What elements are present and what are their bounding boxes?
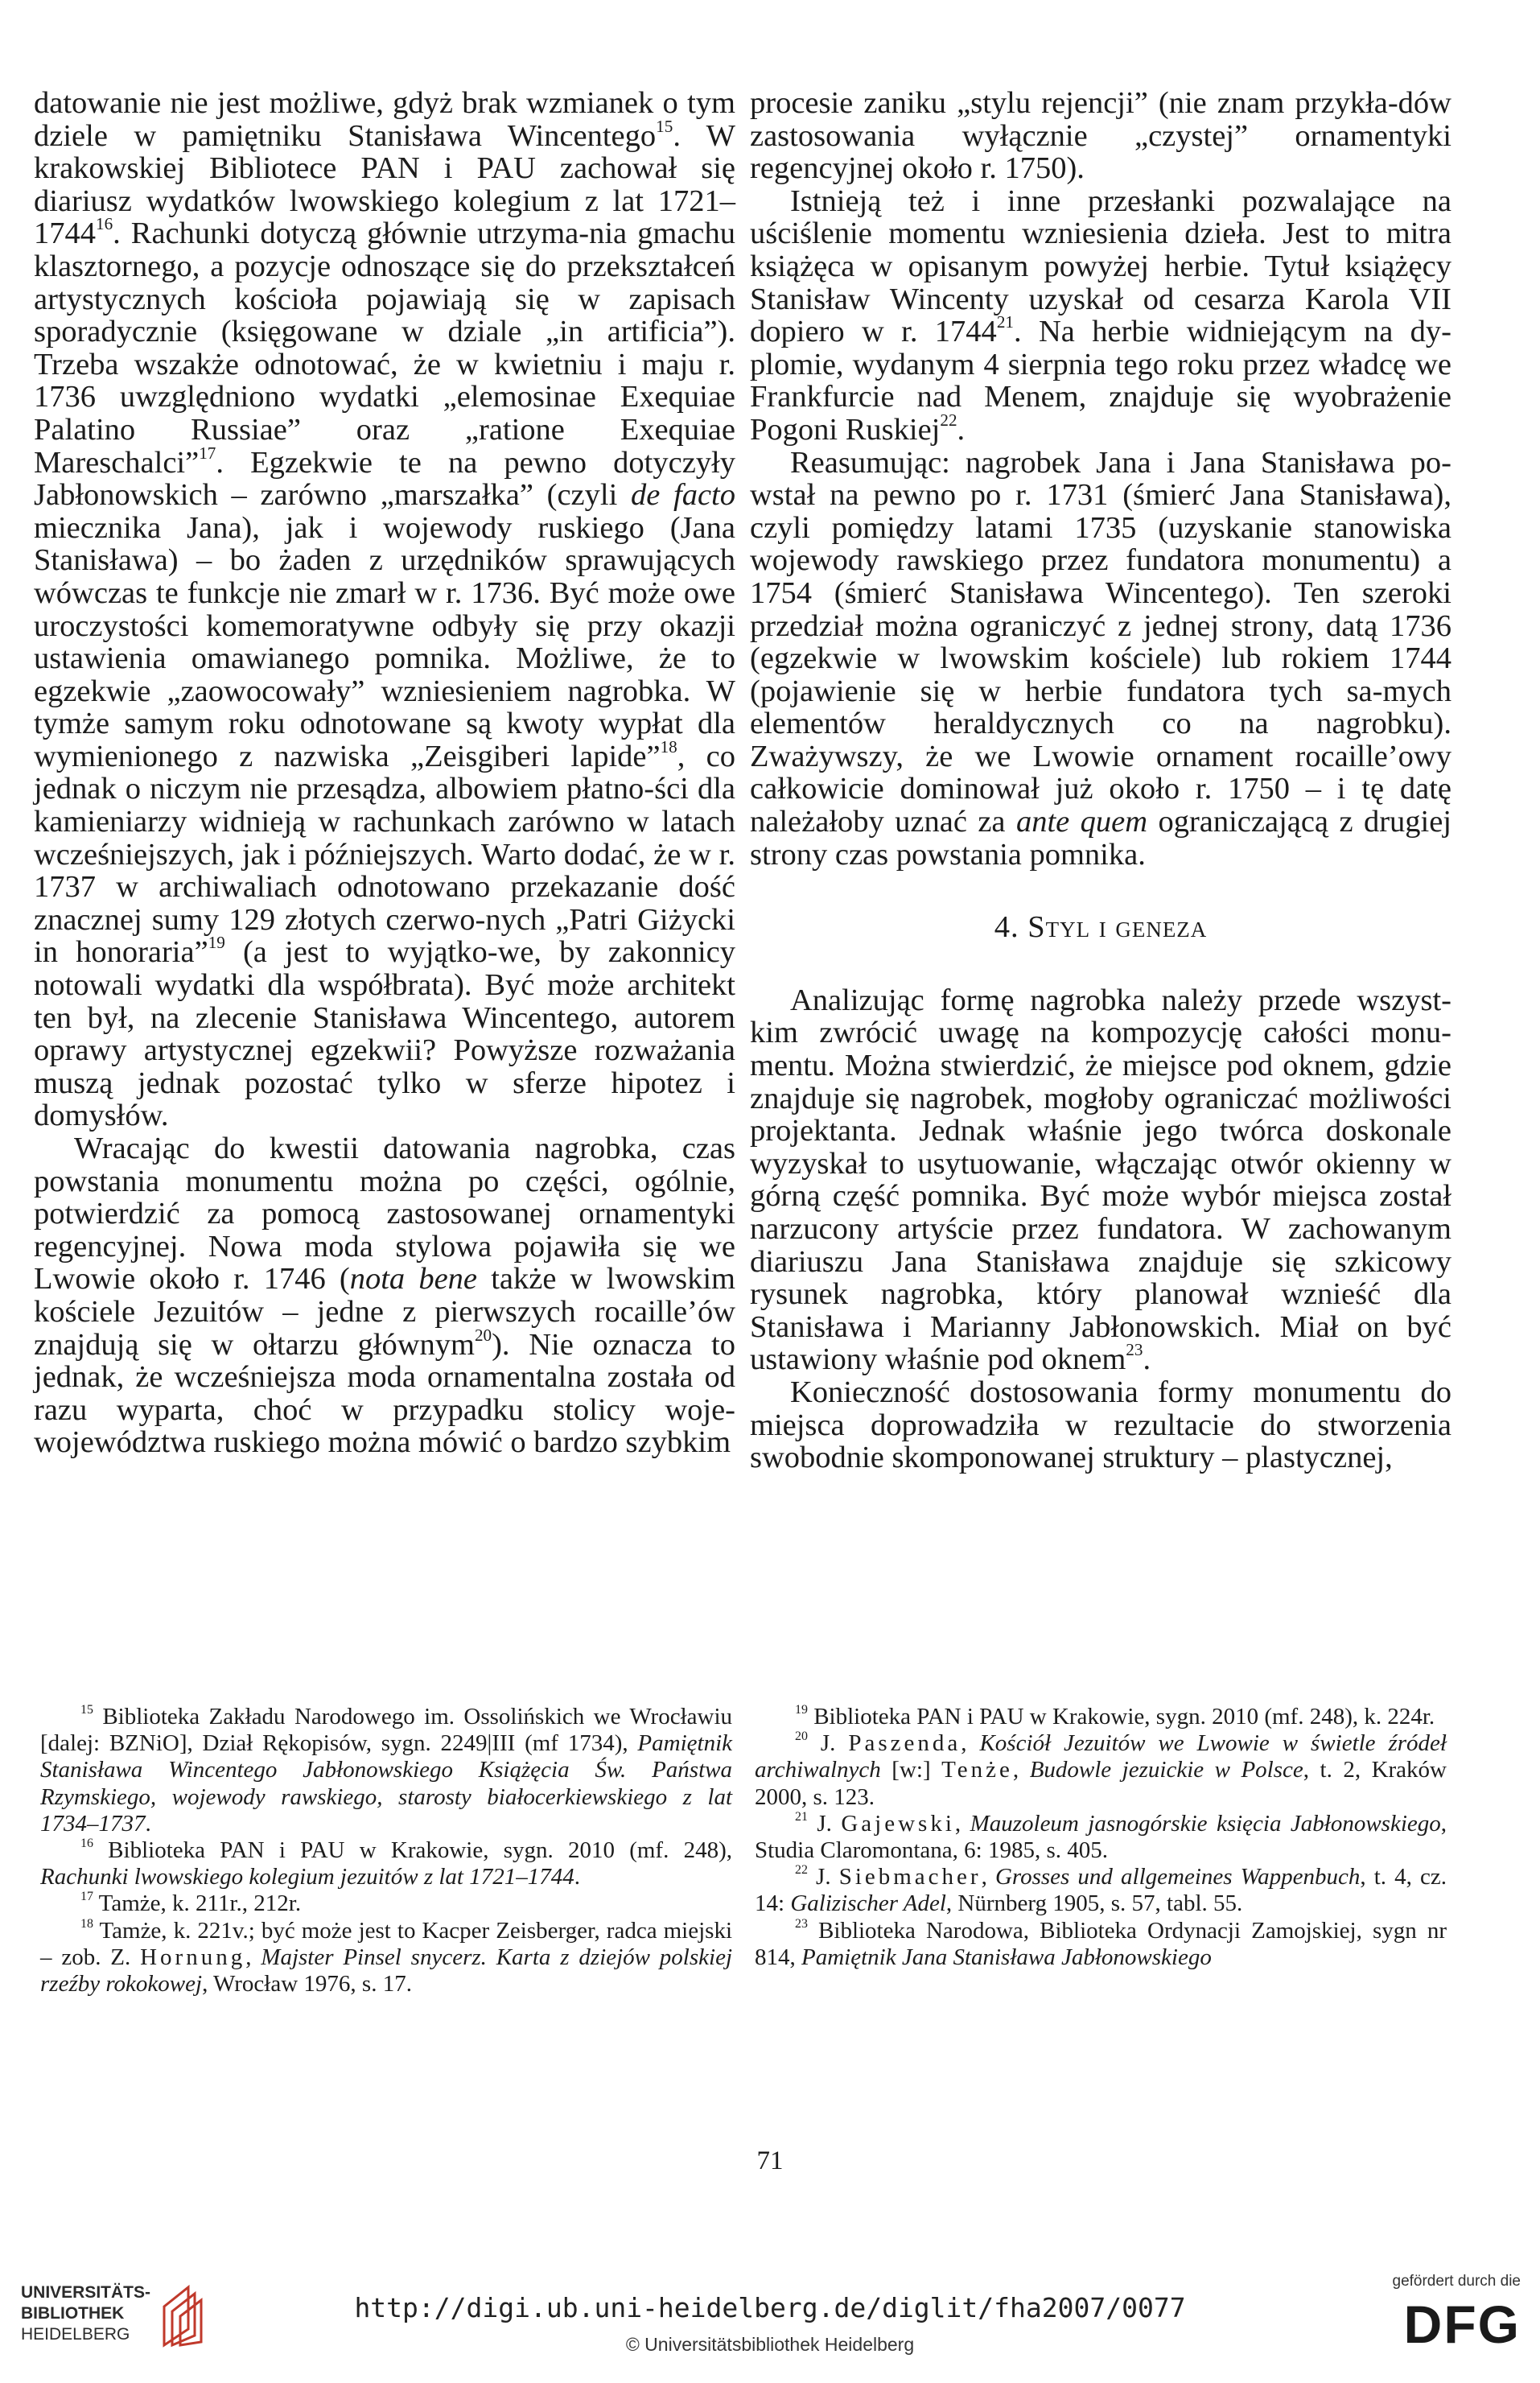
- copyright-notice: © Universitätsbibliothek Heidelberg: [625, 2334, 915, 2355]
- paragraph: procesie zaniku „stylu rejencji” (nie znam przykła-dów zastosowania wyłącznie „czystej” ornamentyki regencyjnej około r. 1750).: [750, 86, 1451, 186]
- paragraph: datowanie nie jest możliwe, gdyż brak wzmianek o tym dziele w pamiętniku Stanisława Wincentego$^{15}$. W krakowskiej Bibliotece PAN i PAU zachował się diariusz wydatków lwowskiego kolegium z lat 1721–1744$^{16}$. Rachunki dotyczą głównie utrzyma-nia gmachu klasztornego, a pozycje odnoszące się do przekształceń artystycznych kościoła pojawiają się w zapisach sporadycznie (księgowane w dziale „in artificia”). Trzeba wszakże odnotować, że w kwietniu i maju r. 1736 uwzględniono wydatki „elemosinae Exequiae Palatino Russiae” oraz „ratione Exequiae Mareschalci”$^{17}$. Egzekwie te na pewno dotyczyły Jabłonowskich – zarówno „marszałka” (czyli de facto miecznika Jana), jak i wojewody ruskiego (Jana Stanisława) – bo żaden z urzędników sprawujących wówczas te funkcje nie zmarł w r. 1736. Być może owe uroczystości komemoratywne odbyły się przy okazji ustawienia omawianego pomnika. Możliwe, że to egzekwie „zaowocowały” wzniesieniem nagrobka. W tymże samym roku odnotowane są kwoty wypłat dla wymienionego z nazwiska „Zeisgiberi lapide”$^{18}$, co jednak o niczym nie przesądza, albowiem płatno-ści dla kamieniarzy widnieją w rachunkach zarówno w latach wcześniejszych, jak i późniejszych. Warto dodać, że w r. 1737 w archiwaliach odnotowano przekazanie dość znacznej sumy 129 złotych czerwo-nych „Patri Giżycki in honoraria”$^{19}$ (a jest to wyjątko-we, by zakonnicy notowali wydatki dla współbrata). Być może architekt ten był, na zlecenie Stanisława Wincentego, autorem oprawy artystycznej egzekwii? Powyższe rozważania muszą jednak pozostać tylko w sferze hipotez i domysłów.: [34, 86, 735, 1133]
- right-column: [750, 87, 1451, 1474]
- footnotes-right: [755, 1704, 1447, 1971]
- library-name: UNIVERSITÄTS- BIBLIOTHEK HEIDELBERG: [21, 2283, 151, 2344]
- dfg-logo[interactable]: [1368, 2273, 1521, 2361]
- source-url-link[interactable]: http://digi.ub.uni-heidelberg.de/diglit/fha2007/0077: [354, 2292, 1186, 2323]
- footnote-ref[interactable]: 18: [660, 736, 677, 757]
- footnote: $^{23}$ Biblioteka Narodowa, Biblioteka Ordynacji Zamojskiej, sygn nr 814, Pamiętnik Jana Stanisława Jabłonowskiego: [755, 1916, 1447, 1970]
- footnote: $^{20}$ J. Paszenda, Kościół Jezuitów we Lwowie w świetle źródeł archiwalnych [w:] Tenże, Budowle jezuickie w Polsce, t. 2, Kraków 2000, s. 123.: [755, 1730, 1447, 1810]
- section-heading: 4. Styl i geneza: [994, 910, 1208, 945]
- footnote: $^{18}$ Tamże, k. 221v.; być może jest to Kacper Zeisberger, radca miejski – zob. Z. Hornung, Majster Pinsel snycerz. Karta z dziejów polskiej rzeźby rokokowej, Wrocław 1976, s. 17.: [40, 1916, 733, 1998]
- paragraph: Wracając do kwestii datowania nagrobka, czas powstania monumentu można po części, ogólnie, potwierdzić za pomocą zastosowanej ornamentyki regencyjnej. Nowa moda stylowa pojawiła się we Lwowie około r. 1746 (nota bene także w lwowskim kościele Jezuitów – jedne z pierwszych rocaille’ów znajdują się w ołtarzu głównym$^{20}$). Nie oznacza to jednak, że wcześniejsza moda ornamentalna została od razu wyparta, choć w przypadku stolicy woje-województwa ruskiego można mówić o bardzo szybkim: [34, 1132, 736, 1460]
- paragraph: Istnieją też i inne przesłanki pozwalające na uściślenie momentu wzniesienia dzieła. Jest to mitra książęca w opisanym powyżej herbie. Tytuł książęcy Stanisław Wincenty uzyskał od cesarza Karola VII dopiero w r. 1744$^{21}$. Na herbie widniejącym na dy-plomie, wydanym 4 sierpnia tego roku przez władcę we Frankfurcie nad Menem, znajduje się wyobrażenie Pogoni Ruskiej$^{22}$.: [750, 183, 1451, 447]
- footer-bar: [0, 2261, 1540, 2383]
- footnote-ref[interactable]: 20: [474, 1325, 492, 1345]
- footnote: $^{17}$ Tamże, k. 211r., 212r.: [80, 1890, 302, 1917]
- footnote: $^{16}$ Biblioteka PAN i PAU w Krakowie, sygn. 2010 (mf. 248), Rachunki lwowskiego kolegium jezuitów z lat 1721–1744.: [40, 1836, 732, 1890]
- paragraph: Reasumując: nagrobek Jana i Jana Stanisława po-wstał na pewno po r. 1731 (śmierć Jana Stanisława), czyli pomiędzy latami 1735 (uzyskanie stanowiska wojewody rawskiego przez fundatora monumentu) a 1754 (śmierć Stanisława Wincentego). Ten szeroki przedział można ograniczyć z jednej strony, datą 1736 (egzekwie w lwowskim kościele) lub rokiem 1744 (pojawienie się w herbie fundatora tych sa-mych elementów heraldycznych co na nagrobku). Zważywszy, że we Lwowie ornament rocaille’owy całkowicie dominował już około r. 1750 – i tę datę należałoby uznać za ante quem ograniczającą z drugiej strony czas powstania pomnika.: [750, 445, 1451, 872]
- paragraph: Analizując formę nagrobka należy przede wszyst-kim zwrócić uwagę na kompozycję całości monu-mentu. Można stwierdzić, że miejsce pod oknem, gdzie znajduje się nagrobek, mogłoby ograniczać możliwości projektanta. Jednak właśnie jego twórca doskonale wyzyskał to usytuowanie, włączając otwór okienny w górną część pomnika. Być może wybór miejsca został narzucony artyście przez fundatora. W zachowanym diariuszu Jana Stanisława znajduje się szkicowy rysunek nagrobka, który planował wznieść dla Stanisława i Marianny Jabłonowskich. Miał on być ustawiony właśnie pod oknem$^{23}$.: [750, 983, 1451, 1377]
- footnote-ref[interactable]: 19: [208, 933, 225, 953]
- paragraph: Konieczność dostosowania formy monumentu do miejsca doprowadziła w rezultacie do stworzenia swobodnie skomponowanej struktury – plastycznej,: [750, 1375, 1451, 1475]
- footnote-ref[interactable]: 22: [940, 410, 957, 430]
- footnote: $^{15}$ Biblioteka Zakładu Narodowego im. Ossolińskich we Wrocławiu [dalej: BZNiO], Dział Rękopisów, sygn. 2249|III (mf 1734), Pamiętnik Stanisława Wincentego Jabłonowskiego Książęcia Św. Państwa Rzymskiego, wojewody rawskiego, starosty białocerkiewskiego z lat 1734–1737.: [40, 1702, 732, 1837]
- footnote-ref[interactable]: 16: [96, 214, 113, 234]
- dfg-wordmark: DFG: [1403, 2294, 1521, 2354]
- footnote-ref[interactable]: 17: [199, 443, 216, 463]
- dfg-caption: gefördert durch die: [1392, 2273, 1521, 2290]
- footnote-ref[interactable]: 15: [656, 116, 673, 136]
- footnote: $^{19}$ Biblioteka PAN i PAU w Krakowie, sygn. 2010 (mf. 248), k. 224r.: [795, 1702, 1435, 1730]
- footnote: $^{22}$ J. Siebmacher, Grosses und allgemeines Wappenbuch, t. 4, cz. 14: Galizischer Adel, Nürnberg 1905, s. 57, tabl. 55.: [755, 1863, 1447, 1917]
- page-number: 71: [756, 2146, 784, 2175]
- footnote: $^{21}$ J. Gajewski, Mauzoleum jasnogórskie księcia Jabłonowskiego, Studia Claromontana, 6: 1985, s. 405.: [755, 1809, 1447, 1864]
- footnotes-left: [40, 1704, 732, 1998]
- footnote-ref[interactable]: 23: [1126, 1340, 1143, 1360]
- left-column: [34, 87, 735, 1459]
- footnote-ref[interactable]: 21: [996, 312, 1014, 332]
